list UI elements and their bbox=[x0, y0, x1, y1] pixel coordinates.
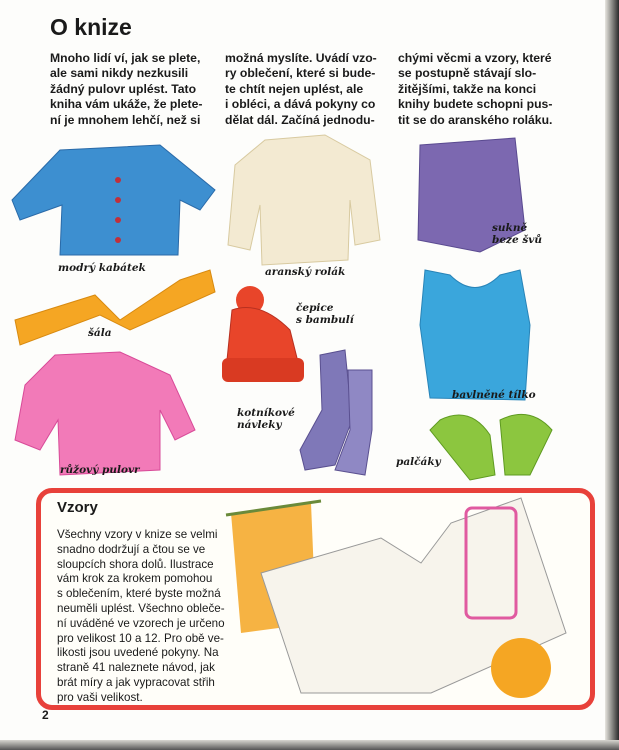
blue-jacket-illustration bbox=[12, 145, 215, 255]
label-skirt: sukně beze švů bbox=[492, 222, 542, 246]
label-aran-sweater: aranský rolák bbox=[265, 266, 346, 278]
scarf-illustration bbox=[15, 270, 215, 345]
label-vest: bavlněné tílko bbox=[452, 389, 536, 401]
vest-illustration bbox=[420, 270, 530, 400]
open-book-illustration bbox=[221, 493, 581, 703]
patterns-heading: Vzory bbox=[57, 499, 98, 516]
page-bottom-edge bbox=[0, 740, 619, 750]
page-edge bbox=[605, 0, 619, 750]
pink-sweater-illustration bbox=[15, 352, 195, 475]
patterns-text: Všechny vzory v knize se velmi snadno dodržují a čtou se ve sloupcích shora dolů. Ilustrace vám krok za krokem pomohou s oblečením, které byste možná neuměli uplést. Všechno obleče- ní uváděné ve vzorech je určeno pro velikost 10 a 12. Pro obě ve- likosti jsou uvedené pokyny. Na straně 41 naleznete návod, jak brát míry a jak vypracovat střih pro vaši velikost. bbox=[57, 528, 225, 704]
page-number: 2 bbox=[42, 708, 49, 722]
intro-column-1: Mnoho lidí ví, jak se plete, ale sami nikdy nezkusili žádný pulovr uplést. Tato kniha vám ukáže, že plete- ní je mnohem lehčí, než si bbox=[50, 51, 203, 127]
aran-sweater-illustration bbox=[228, 135, 380, 265]
intro-column-2: možná myslíte. Uvádí vzo- ry oblečení, které si bude- te chtít nejen uplést, ale i obléci, a dává pokyny co dělat dál. Začíná jednodu- bbox=[225, 51, 377, 127]
label-scarf: šála bbox=[88, 327, 112, 339]
label-blue-jacket: modrý kabátek bbox=[58, 262, 146, 274]
page-title: O knize bbox=[50, 14, 132, 40]
label-mittens: palčáky bbox=[396, 456, 441, 468]
intro-column-3: chými věcmi a vzory, které se postupně stávají slo- žitějšími, takže na konci knihy budete schopni pus- tit se do aranského roláku. bbox=[398, 51, 553, 127]
patterns-box bbox=[36, 488, 595, 710]
hat-illustration bbox=[222, 286, 304, 382]
label-pink-sweater: růžový pulovr bbox=[60, 464, 140, 476]
label-hat: čepice s bambulí bbox=[296, 302, 354, 326]
mittens-illustration bbox=[430, 414, 552, 480]
label-legwarmers: kotníkové návleky bbox=[237, 407, 295, 431]
legwarmers-illustration bbox=[300, 350, 372, 475]
